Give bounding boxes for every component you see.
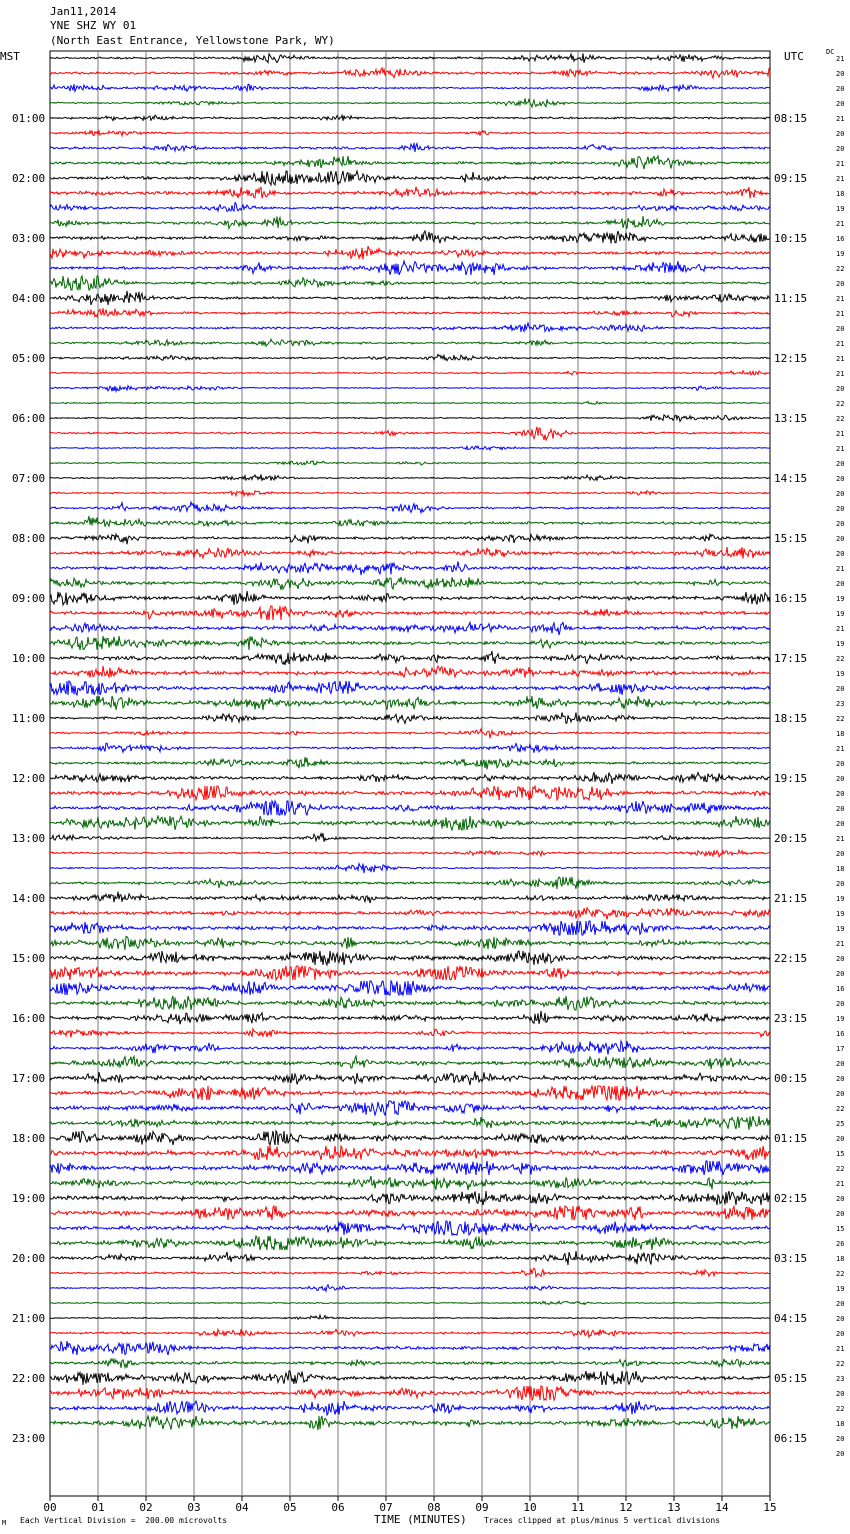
utc-hour-label: 10:15 [774,232,808,245]
seismic-trace [50,864,770,874]
seismic-trace [50,1041,770,1055]
seismic-trace [50,68,770,78]
dc-offset-value: 26 [836,1240,845,1248]
utc-hour-label: 18:15 [774,712,808,725]
seismic-trace [50,1206,770,1220]
utc-hour-label: 03:15 [774,1252,808,1265]
dc-offset-value: 19 [836,205,845,213]
seismic-trace [50,877,770,889]
utc-hour-label: 02:15 [774,1192,808,1205]
dc-offset-value: 21 [836,295,845,303]
dc-offset-value: 20 [836,1315,845,1323]
dc-offset-title: DC [826,48,835,56]
seismic-trace [50,216,770,229]
dc-offset-value: 22 [836,415,845,423]
dc-offset-value: 21 [836,745,845,753]
seismic-trace [50,246,770,260]
dc-offset-value: 18 [836,190,845,198]
dc-offset-value: 21 [836,565,845,573]
dc-offset-value: 21 [836,175,845,183]
dc-offset-value: 20 [836,550,845,558]
seismic-trace [50,651,770,665]
seismic-trace [50,833,770,842]
seismic-trace [50,850,770,857]
seismogram-date: Jan11,2014 [50,5,117,18]
dc-offset-value: 20 [836,145,845,153]
mst-hour-label: 02:00 [12,172,46,185]
dc-offset-value: 20 [836,475,845,483]
utc-hour-label: 15:15 [774,532,808,545]
seismic-trace [50,490,770,495]
mst-hour-label: 08:00 [12,532,46,545]
dc-offset-value: 20 [836,1075,845,1083]
seismic-trace [50,1371,770,1385]
seismic-trace [50,354,770,360]
seismic-trace [50,801,770,815]
dc-offset-value: 19 [836,1285,845,1293]
seismic-trace [50,1191,770,1205]
dc-offset-value: 21 [836,310,845,318]
dc-offset-value: 20 [836,880,845,888]
mst-hour-label: 17:00 [12,1072,46,1085]
seismic-trace [50,446,770,450]
seismic-trace [50,53,770,63]
seismic-trace [50,713,770,724]
dc-offset-value: 20 [836,1060,845,1068]
seismic-trace [50,1086,770,1100]
mst-hour-label: 12:00 [12,772,46,785]
mst-hour-label: 09:00 [12,592,46,605]
dc-offset-value: 18 [836,1255,845,1263]
seismic-trace [50,772,770,784]
x-axis-ticks [43,1496,776,1514]
seismic-trace [50,561,770,575]
seismic-trace [50,1341,770,1355]
seismic-trace [50,308,770,317]
dc-offset-value: 19 [836,670,845,678]
dc-offset-value: 20 [836,1090,845,1098]
dc-offset-value: 20 [836,790,845,798]
seismic-trace [50,816,770,830]
dc-offset-value: 21 [836,340,845,348]
utc-hour-label: 16:15 [774,592,808,605]
dc-offset-value: 23 [836,700,845,708]
utc-hour-label: 04:15 [774,1312,808,1325]
seismic-trace [50,475,770,481]
seismic-trace [50,729,770,738]
dc-offset-value: 20 [836,970,845,978]
seismic-trace [50,371,770,375]
dc-offset-value: 20 [836,955,845,963]
dc-offset-value: 20 [836,850,845,858]
dc-offset-value: 21 [836,55,845,63]
dc-offset-value: 20 [836,1330,845,1338]
seismic-trace [50,1131,770,1145]
dc-offset-value: 21 [836,445,845,453]
dc-offset-value: 20 [836,490,845,498]
seismic-trace [50,1146,770,1160]
seismic-trace [50,1285,770,1291]
dc-offset-value: 22 [836,715,845,723]
seismic-trace [50,1416,770,1430]
dc-offset-value: 21 [836,1345,845,1353]
dc-offset-value: 19 [836,910,845,918]
seismic-trace [50,291,770,305]
seismic-trace [50,276,770,290]
dc-offset-value: 17 [836,1045,845,1053]
dc-offset-value: 21 [836,625,845,633]
dc-offset-value: 19 [836,640,845,648]
x-tick-label: 11 [571,1501,585,1514]
right-timezone-title: UTC [784,50,804,63]
dc-offset-value: 20 [836,325,845,333]
mst-hour-label: 03:00 [12,232,46,245]
seismic-trace [50,1268,770,1277]
seismic-trace [50,951,770,965]
mst-hour-label: 13:00 [12,832,46,845]
dc-offset-value: 25 [836,1120,845,1128]
mst-hour-label: 10:00 [12,652,46,665]
mst-hour-label: 07:00 [12,472,46,485]
dc-offset-value: 20 [836,100,845,108]
seismic-trace [50,231,770,243]
station-code: YNE SHZ WY 01 [50,19,137,32]
x-tick-label: 04 [235,1501,249,1514]
dc-offset-value: 23 [836,1375,845,1383]
dc-offset-value: 19 [836,250,845,258]
x-tick-label: 01 [91,1501,105,1514]
x-tick-label: 13 [667,1501,681,1514]
mst-hour-label: 06:00 [12,412,46,425]
seismic-trace [50,981,770,995]
seismic-trace [50,143,770,152]
x-tick-label: 05 [283,1501,297,1514]
seismic-trace [50,98,770,107]
seismic-trace [50,156,770,169]
dc-offset-value: 20 [836,1135,845,1143]
utc-hour-label: 08:15 [774,112,808,125]
seismic-trace [50,681,770,695]
dc-offset-value: 20 [836,70,845,78]
seismic-trace [50,1056,770,1069]
seismic-trace [50,415,770,422]
footer-mark: M [2,1519,7,1527]
mst-hour-label: 18:00 [12,1132,46,1145]
mst-hour-label: 19:00 [12,1192,46,1205]
station-location: (North East Entrance, Yellowstone Park, WY) [50,34,335,47]
seismic-trace [50,1359,770,1368]
mst-hour-label: 11:00 [12,712,46,725]
seismic-trace [50,187,770,199]
dc-offset-value: 22 [836,265,845,273]
dc-offset-value: 18 [836,865,845,873]
dc-offset-value: 19 [836,610,845,618]
seismic-trace [50,203,770,212]
mst-hour-label: 14:00 [12,892,46,905]
seismic-trace [50,996,770,1010]
x-tick-label: 06 [331,1501,345,1514]
dc-offset-value: 20 [836,520,845,528]
x-tick-label: 10 [523,1501,537,1514]
utc-hour-label: 11:15 [774,292,808,305]
dc-offset-value: 20 [836,820,845,828]
utc-hour-label: 12:15 [774,352,808,365]
dc-offset-value: 20 [836,280,845,288]
seismic-trace [50,1071,770,1085]
seismic-trace [50,534,770,544]
clip-note: Traces clipped at plus/minus 5 vertical divisions [484,1516,721,1525]
mst-hour-label: 05:00 [12,352,46,365]
seismic-trace [50,115,770,121]
x-tick-label: 02 [139,1501,153,1514]
utc-hour-label: 19:15 [774,772,808,785]
seismic-trace [50,461,770,465]
seismic-trace [50,921,770,935]
seismic-trace [50,1176,770,1190]
dc-offset-value: 20 [836,1435,845,1443]
seismic-trace [50,261,770,275]
dc-offset-value: 21 [836,835,845,843]
dc-offset-value: 20 [836,460,845,468]
utc-hour-label: 23:15 [774,1012,808,1025]
dc-offset-value: 21 [836,940,845,948]
dc-offset-value: 20 [836,85,845,93]
dc-offset-value: 16 [836,235,845,243]
utc-hour-label: 00:15 [774,1072,808,1085]
seismic-trace [50,1401,770,1415]
seismic-trace [50,1329,770,1337]
dc-offset-value: 20 [836,805,845,813]
dc-offset-value: 22 [836,1360,845,1368]
x-tick-label: 08 [427,1501,441,1514]
seismic-trace [50,339,770,346]
dc-offset-value: 20 [836,1195,845,1203]
dc-offset-value: 19 [836,1015,845,1023]
seismic-trace [50,606,770,620]
left-timezone-title: MST [0,50,20,63]
x-tick-label: 00 [43,1501,57,1514]
dc-offset-value: 21 [836,1180,845,1188]
seismic-trace [50,1301,770,1304]
seismic-trace [50,1315,770,1319]
seismic-trace [50,696,770,710]
x-tick-label: 03 [187,1501,201,1514]
dc-offset-value: 21 [836,430,845,438]
mst-hour-label: 21:00 [12,1312,46,1325]
utc-hour-label: 21:15 [774,892,808,905]
seismic-trace [50,786,770,800]
x-axis-label: TIME (MINUTES) [374,1513,467,1526]
dc-offset-value: 22 [836,1105,845,1113]
seismic-trace [50,1011,770,1024]
utc-hour-label: 17:15 [774,652,808,665]
seismic-trace [50,908,770,920]
dc-offset-value: 20 [836,685,845,693]
mst-hour-label: 01:00 [12,112,46,125]
dc-offset-value: 20 [836,1300,845,1308]
mst-hour-label: 20:00 [12,1252,46,1265]
seismic-trace [50,1221,770,1235]
utc-hour-label: 22:15 [774,952,808,965]
utc-hour-label: 06:15 [774,1432,808,1445]
seismic-trace [50,892,770,903]
seismic-trace [50,1236,770,1250]
mst-hour-label: 22:00 [12,1372,46,1385]
seismic-trace [50,547,770,559]
mst-hour-label: 16:00 [12,1012,46,1025]
vertical-scale-note: Each Vertical Division = 200.00 microvolts [20,1516,228,1525]
seismic-trace [50,1161,770,1175]
utc-hour-label: 13:15 [774,412,808,425]
dc-offset-value: 19 [836,895,845,903]
dc-offset-value: 21 [836,220,845,228]
seismic-trace [50,171,770,185]
dc-offset-value: 20 [836,580,845,588]
seismic-trace [50,131,770,136]
seismic-trace [50,591,770,605]
utc-hour-label: 05:15 [774,1372,808,1385]
dc-offset-value: 15 [836,1150,845,1158]
dc-offset-value: 20 [836,505,845,513]
dc-offset-value: 21 [836,355,845,363]
dc-offset-value: 21 [836,160,845,168]
seismic-trace [50,622,770,635]
seismic-trace [50,966,770,980]
seismic-trace [50,502,770,513]
dc-offset-value: 20 [836,1390,845,1398]
dc-offset-value: 22 [836,1405,845,1413]
dc-offset-value: 20 [836,760,845,768]
seismic-trace [50,516,770,527]
dc-offset-value: 20 [836,1210,845,1218]
mst-hour-label: 15:00 [12,952,46,965]
seismic-trace [50,757,770,769]
seismic-trace [50,84,770,91]
utc-hour-label: 09:15 [774,172,808,185]
seismic-trace [50,1101,770,1115]
x-tick-label: 09 [475,1501,489,1514]
dc-offset-value: 19 [836,925,845,933]
x-tick-label: 07 [379,1501,393,1514]
dc-offset-value: 20 [836,1450,845,1458]
utc-hour-label: 01:15 [774,1132,808,1145]
mst-hour-label: 23:00 [12,1432,46,1445]
seismic-traces [50,53,770,1430]
seismic-trace [50,401,770,404]
dc-offset-value: 16 [836,985,845,993]
seismic-trace [50,666,770,678]
dc-offset-value: 19 [836,595,845,603]
utc-hour-label: 14:15 [774,472,808,485]
seismic-trace [50,323,770,332]
dc-offset-value: 22 [836,655,845,663]
seismic-trace [50,386,770,392]
dc-offset-value: 15 [836,1225,845,1233]
x-tick-label: 12 [619,1501,633,1514]
dc-offset-value: 22 [836,1165,845,1173]
seismic-trace [50,427,770,440]
dc-offset-value: 21 [836,370,845,378]
seismic-trace [50,936,770,950]
mst-hour-label: 04:00 [12,292,46,305]
seismic-trace [50,1116,770,1130]
utc-hour-label: 20:15 [774,832,808,845]
seismic-trace [50,743,770,752]
dc-offset-value: 18 [836,1420,845,1428]
seismic-trace [50,1386,770,1400]
dc-offset-value: 20 [836,130,845,138]
seismic-trace [50,1029,770,1038]
seismic-trace [50,577,770,590]
x-tick-label: 14 [715,1501,729,1514]
dc-offset-value: 22 [836,400,845,408]
x-tick-label: 15 [763,1501,777,1514]
dc-offset-value: 18 [836,730,845,738]
dc-offset-value: 20 [836,1000,845,1008]
dc-offset-value: 20 [836,385,845,393]
dc-offset-value: 21 [836,115,845,123]
dc-offset-value: 22 [836,1270,845,1278]
seismic-trace [50,636,770,650]
dc-offset-value: 16 [836,1030,845,1038]
dc-offset-value: 20 [836,775,845,783]
seismic-trace [50,1251,770,1265]
dc-offset-value: 20 [836,535,845,543]
